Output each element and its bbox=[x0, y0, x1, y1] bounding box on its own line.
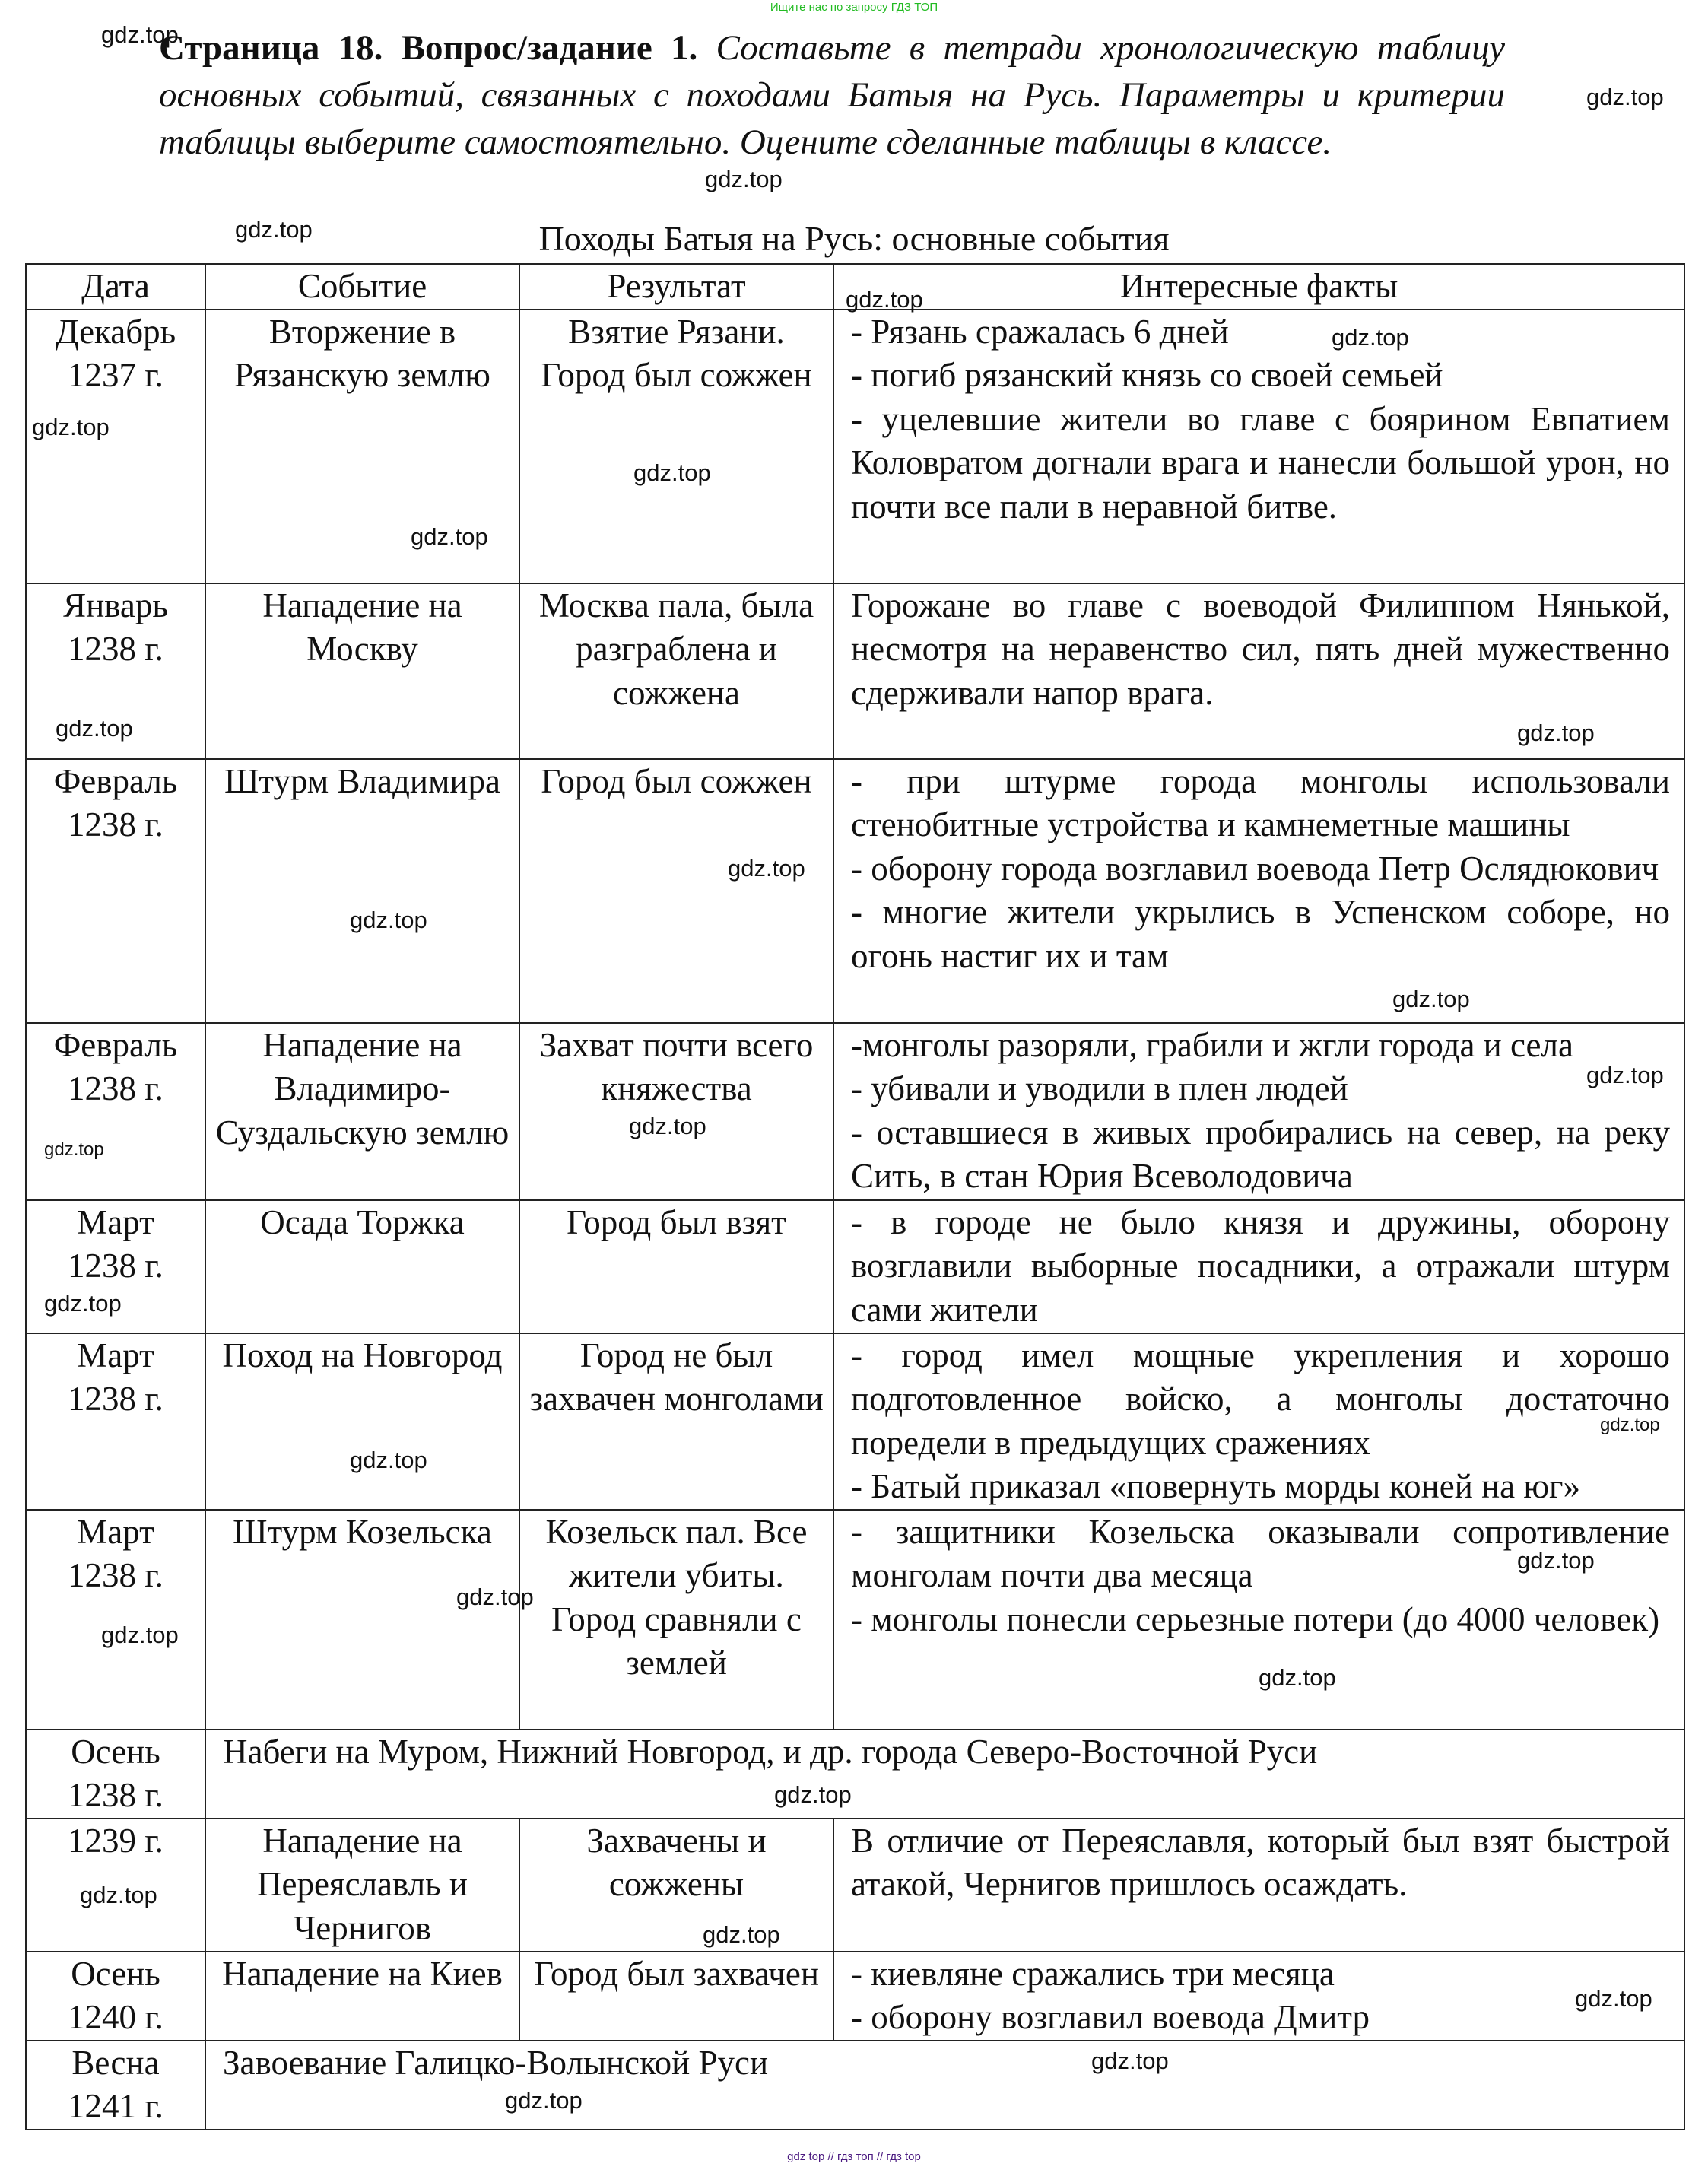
watermark: gdz.top bbox=[705, 166, 783, 192]
watermark: gdz.top bbox=[350, 907, 427, 933]
fact-item: Горожане во главе с воеводой Филиппом Нянькой, несмотря на неравенство сил, пять дней мужественно сдерживали напор врага. bbox=[851, 586, 1670, 712]
date-line: Весна bbox=[71, 2043, 160, 2082]
date-line: Март bbox=[77, 1512, 154, 1551]
watermark: gdz.top bbox=[56, 715, 133, 742]
cell-date bbox=[26, 1730, 205, 1819]
table-row bbox=[26, 759, 1684, 1023]
watermark: gdz.top bbox=[633, 459, 711, 486]
watermark: gdz.top bbox=[774, 1781, 852, 1808]
watermark: gdz.top bbox=[1586, 84, 1664, 110]
cell-facts bbox=[833, 1200, 1684, 1333]
date-line: Март bbox=[77, 1202, 154, 1241]
date-line: Март bbox=[77, 1336, 154, 1374]
table-caption: Походы Батыя на Русь: основные события bbox=[538, 219, 1170, 258]
date-line: Январь bbox=[63, 586, 168, 624]
task-statement bbox=[159, 24, 1505, 166]
cell-date bbox=[26, 1952, 205, 2041]
date-line: 1238 г. bbox=[68, 1247, 163, 1285]
fact-item: - погиб рязанский князь со своей семьей bbox=[851, 356, 1443, 394]
fact-item: - в городе не было князя и дружины, оборону возглавили выборные посадники, а отражали штурм сами жители bbox=[851, 1202, 1670, 1329]
date-line: Осень bbox=[71, 1732, 160, 1771]
watermark: gdz.top bbox=[101, 1622, 179, 1648]
watermark: gdz.top bbox=[411, 523, 488, 550]
table-row bbox=[26, 1510, 1684, 1730]
cell-result: Город не был захвачен монголами bbox=[519, 1333, 833, 1510]
task-heading: Страница 18. Вопрос/задание 1. bbox=[159, 28, 698, 68]
fact-item: - Рязань сражалась 6 дней bbox=[851, 312, 1229, 351]
date-line: 1238 г. bbox=[68, 630, 163, 668]
watermark: gdz.top bbox=[1259, 1664, 1336, 1691]
watermark: gdz.top bbox=[1332, 324, 1409, 351]
cell-result: Город был сожжен bbox=[519, 759, 833, 1023]
header-facts: Интересные факты bbox=[833, 264, 1684, 310]
watermark: gdz.top bbox=[350, 1447, 427, 1473]
watermark: gdz.top bbox=[235, 216, 313, 243]
table-row bbox=[26, 1333, 1684, 1510]
fact-item: - защитники Козельска оказывали сопротивление монголам почти два месяца bbox=[851, 1512, 1670, 1594]
top-banner[interactable]: Ищите нас по запросу ГДЗ ТОП bbox=[770, 1, 938, 14]
fact-item: - оборону возглавил воевода Дмитр bbox=[851, 1998, 1370, 2036]
cell-event-span: Завоевание Галицко-Волынской Руси bbox=[205, 2041, 1684, 2130]
date-line: 1238 г. bbox=[68, 1776, 163, 1814]
watermark: gdz.top bbox=[1392, 986, 1470, 1012]
fact-item: - уцелевшие жители во главе с боярином Евпатием Коловратом догнали врага и нанесли большой урон, но почти все пали в неравной битве. bbox=[851, 399, 1670, 526]
header-date: Дата bbox=[26, 264, 205, 310]
watermark: gdz.top bbox=[456, 1584, 534, 1610]
cell-facts bbox=[833, 1333, 1684, 1510]
watermark: gdz.top bbox=[703, 1921, 780, 1948]
cell-date bbox=[26, 1510, 205, 1730]
cell-result: Город был захвачен bbox=[519, 1952, 833, 2041]
watermark: gdz.top bbox=[1517, 720, 1595, 746]
cell-result: Москва пала, была разграблена и сожжена bbox=[519, 583, 833, 759]
fact-item: - оборону города возглавил воевода Петр Ослядюкович bbox=[851, 849, 1659, 888]
cell-date bbox=[26, 759, 205, 1023]
fact-item: - при штурме города монголы использовали стенобитные устройства и камнеметные машины bbox=[851, 761, 1670, 843]
date-line: Осень bbox=[71, 1954, 160, 1993]
date-line: Февраль bbox=[53, 761, 178, 800]
date-line: Февраль bbox=[53, 1025, 178, 1064]
watermark: gdz.top bbox=[846, 286, 923, 313]
cell-event: Поход на Новгород bbox=[205, 1333, 519, 1510]
cell-result: Взятие Рязани. Город был сожжен bbox=[519, 310, 833, 583]
cell-event: Штурм Владимира bbox=[205, 759, 519, 1023]
fact-item: - город имел мощные укрепления и хорошо подготовленное войско, а монголы достаточно поредели в предыдущих сражениях bbox=[851, 1336, 1670, 1462]
cell-event: Нападение на Переяславль и Чернигов bbox=[205, 1819, 519, 1952]
cell-facts bbox=[833, 310, 1684, 583]
date-line: Декабрь bbox=[55, 312, 176, 351]
table-row bbox=[26, 310, 1684, 583]
header-event: Событие bbox=[205, 264, 519, 310]
fact-item: - оставшиеся в живых пробирались на север, на реку Сить, в стан Юрия Всеволодовича bbox=[851, 1113, 1670, 1195]
cell-event: Штурм Козельска bbox=[205, 1510, 519, 1730]
table-row bbox=[26, 1952, 1684, 2041]
table-row bbox=[26, 1730, 1684, 1819]
watermark: gdz.top bbox=[80, 1882, 157, 1908]
cell-facts bbox=[833, 1510, 1684, 1730]
cell-facts bbox=[833, 1952, 1684, 2041]
date-line: 1241 г. bbox=[68, 2087, 163, 2125]
date-line: 1240 г. bbox=[68, 1998, 163, 2036]
fact-item: - убивали и уводили в плен людей bbox=[851, 1069, 1348, 1107]
table-row bbox=[26, 583, 1684, 759]
watermark: gdz.top bbox=[32, 414, 110, 440]
cell-result: Захват почти всего княжества bbox=[519, 1023, 833, 1200]
date-line: 1238 г. bbox=[68, 1380, 163, 1418]
watermark: gdz.top bbox=[629, 1113, 706, 1139]
date-line: 1238 г. bbox=[68, 1069, 163, 1107]
cell-event-span: Набеги на Муром, Нижний Новгород, и др. города Северо-Восточной Руси bbox=[205, 1730, 1684, 1819]
cell-facts bbox=[833, 1023, 1684, 1200]
table-row bbox=[26, 1200, 1684, 1333]
cell-result: Захвачены и сожжены bbox=[519, 1819, 833, 1952]
date-line: 1237 г. bbox=[68, 356, 163, 394]
events-table bbox=[25, 263, 1685, 2130]
watermark: gdz.top bbox=[44, 1290, 122, 1317]
watermark: gdz.top bbox=[1586, 1062, 1664, 1088]
header-result: Результат bbox=[519, 264, 833, 310]
fact-item: - монголы понесли серьезные потери (до 4000 человек) bbox=[851, 1600, 1660, 1638]
table-row bbox=[26, 1819, 1684, 1952]
cell-facts bbox=[833, 1819, 1684, 1952]
fact-item: В отличие от Переяславля, который был взят быстрой атакой, Чернигов пришлось осаждать. bbox=[851, 1821, 1670, 1903]
watermark: gdz.top bbox=[101, 21, 179, 48]
task-text: Составьте в тетради хронологическую таблицу основных событий, связанных с походами Батыя на Русь. Параметры и критерии таблицы выберите самостоятельно. Оцените сделанные таблицы в классе. bbox=[159, 28, 1505, 162]
bottom-banner[interactable]: gdz top // гдз топ // гдз top bbox=[787, 2150, 921, 2163]
watermark: gdz.top bbox=[728, 855, 805, 882]
table-row bbox=[26, 1023, 1684, 1200]
fact-item: -монголы разоряли, грабили и жгли города и села bbox=[851, 1025, 1573, 1064]
date-line: 1238 г. bbox=[68, 805, 163, 843]
watermark: gdz.top bbox=[1517, 1547, 1595, 1574]
fact-item: - Батый приказал «повернуть морды коней на юг» bbox=[851, 1467, 1580, 1505]
cell-result: Козельск пал. Все жители убиты. Город сравняли с землей bbox=[519, 1510, 833, 1730]
fact-item: - многие жители укрылись в Успенском соборе, но огонь настиг их и там bbox=[851, 893, 1670, 975]
watermark: gdz.top bbox=[505, 2087, 583, 2114]
cell-date bbox=[26, 2041, 205, 2130]
cell-date bbox=[26, 1023, 205, 1200]
table-row bbox=[26, 2041, 1684, 2130]
date-line: 1238 г. bbox=[68, 1556, 163, 1594]
cell-facts bbox=[833, 759, 1684, 1023]
fact-item: - киевляне сражались три месяца bbox=[851, 1954, 1335, 1993]
watermark: gdz.top bbox=[44, 1139, 104, 1160]
cell-event: Нападение на Киев bbox=[205, 1952, 519, 2041]
watermark: gdz.top bbox=[1575, 1985, 1652, 2012]
cell-event: Нападение на Владимиро-Суздальскую землю bbox=[205, 1023, 519, 1200]
watermark: gdz.top bbox=[1091, 2048, 1169, 2074]
cell-result: Город был взят bbox=[519, 1200, 833, 1333]
watermark: gdz.top bbox=[1600, 1415, 1660, 1435]
cell-event: Вторжение в Рязанскую землю bbox=[205, 310, 519, 583]
cell-event: Осада Торжка bbox=[205, 1200, 519, 1333]
cell-date bbox=[26, 1333, 205, 1510]
date-line: 1239 г. bbox=[68, 1821, 163, 1860]
cell-date bbox=[26, 310, 205, 583]
cell-event: Нападение на Москву bbox=[205, 583, 519, 759]
